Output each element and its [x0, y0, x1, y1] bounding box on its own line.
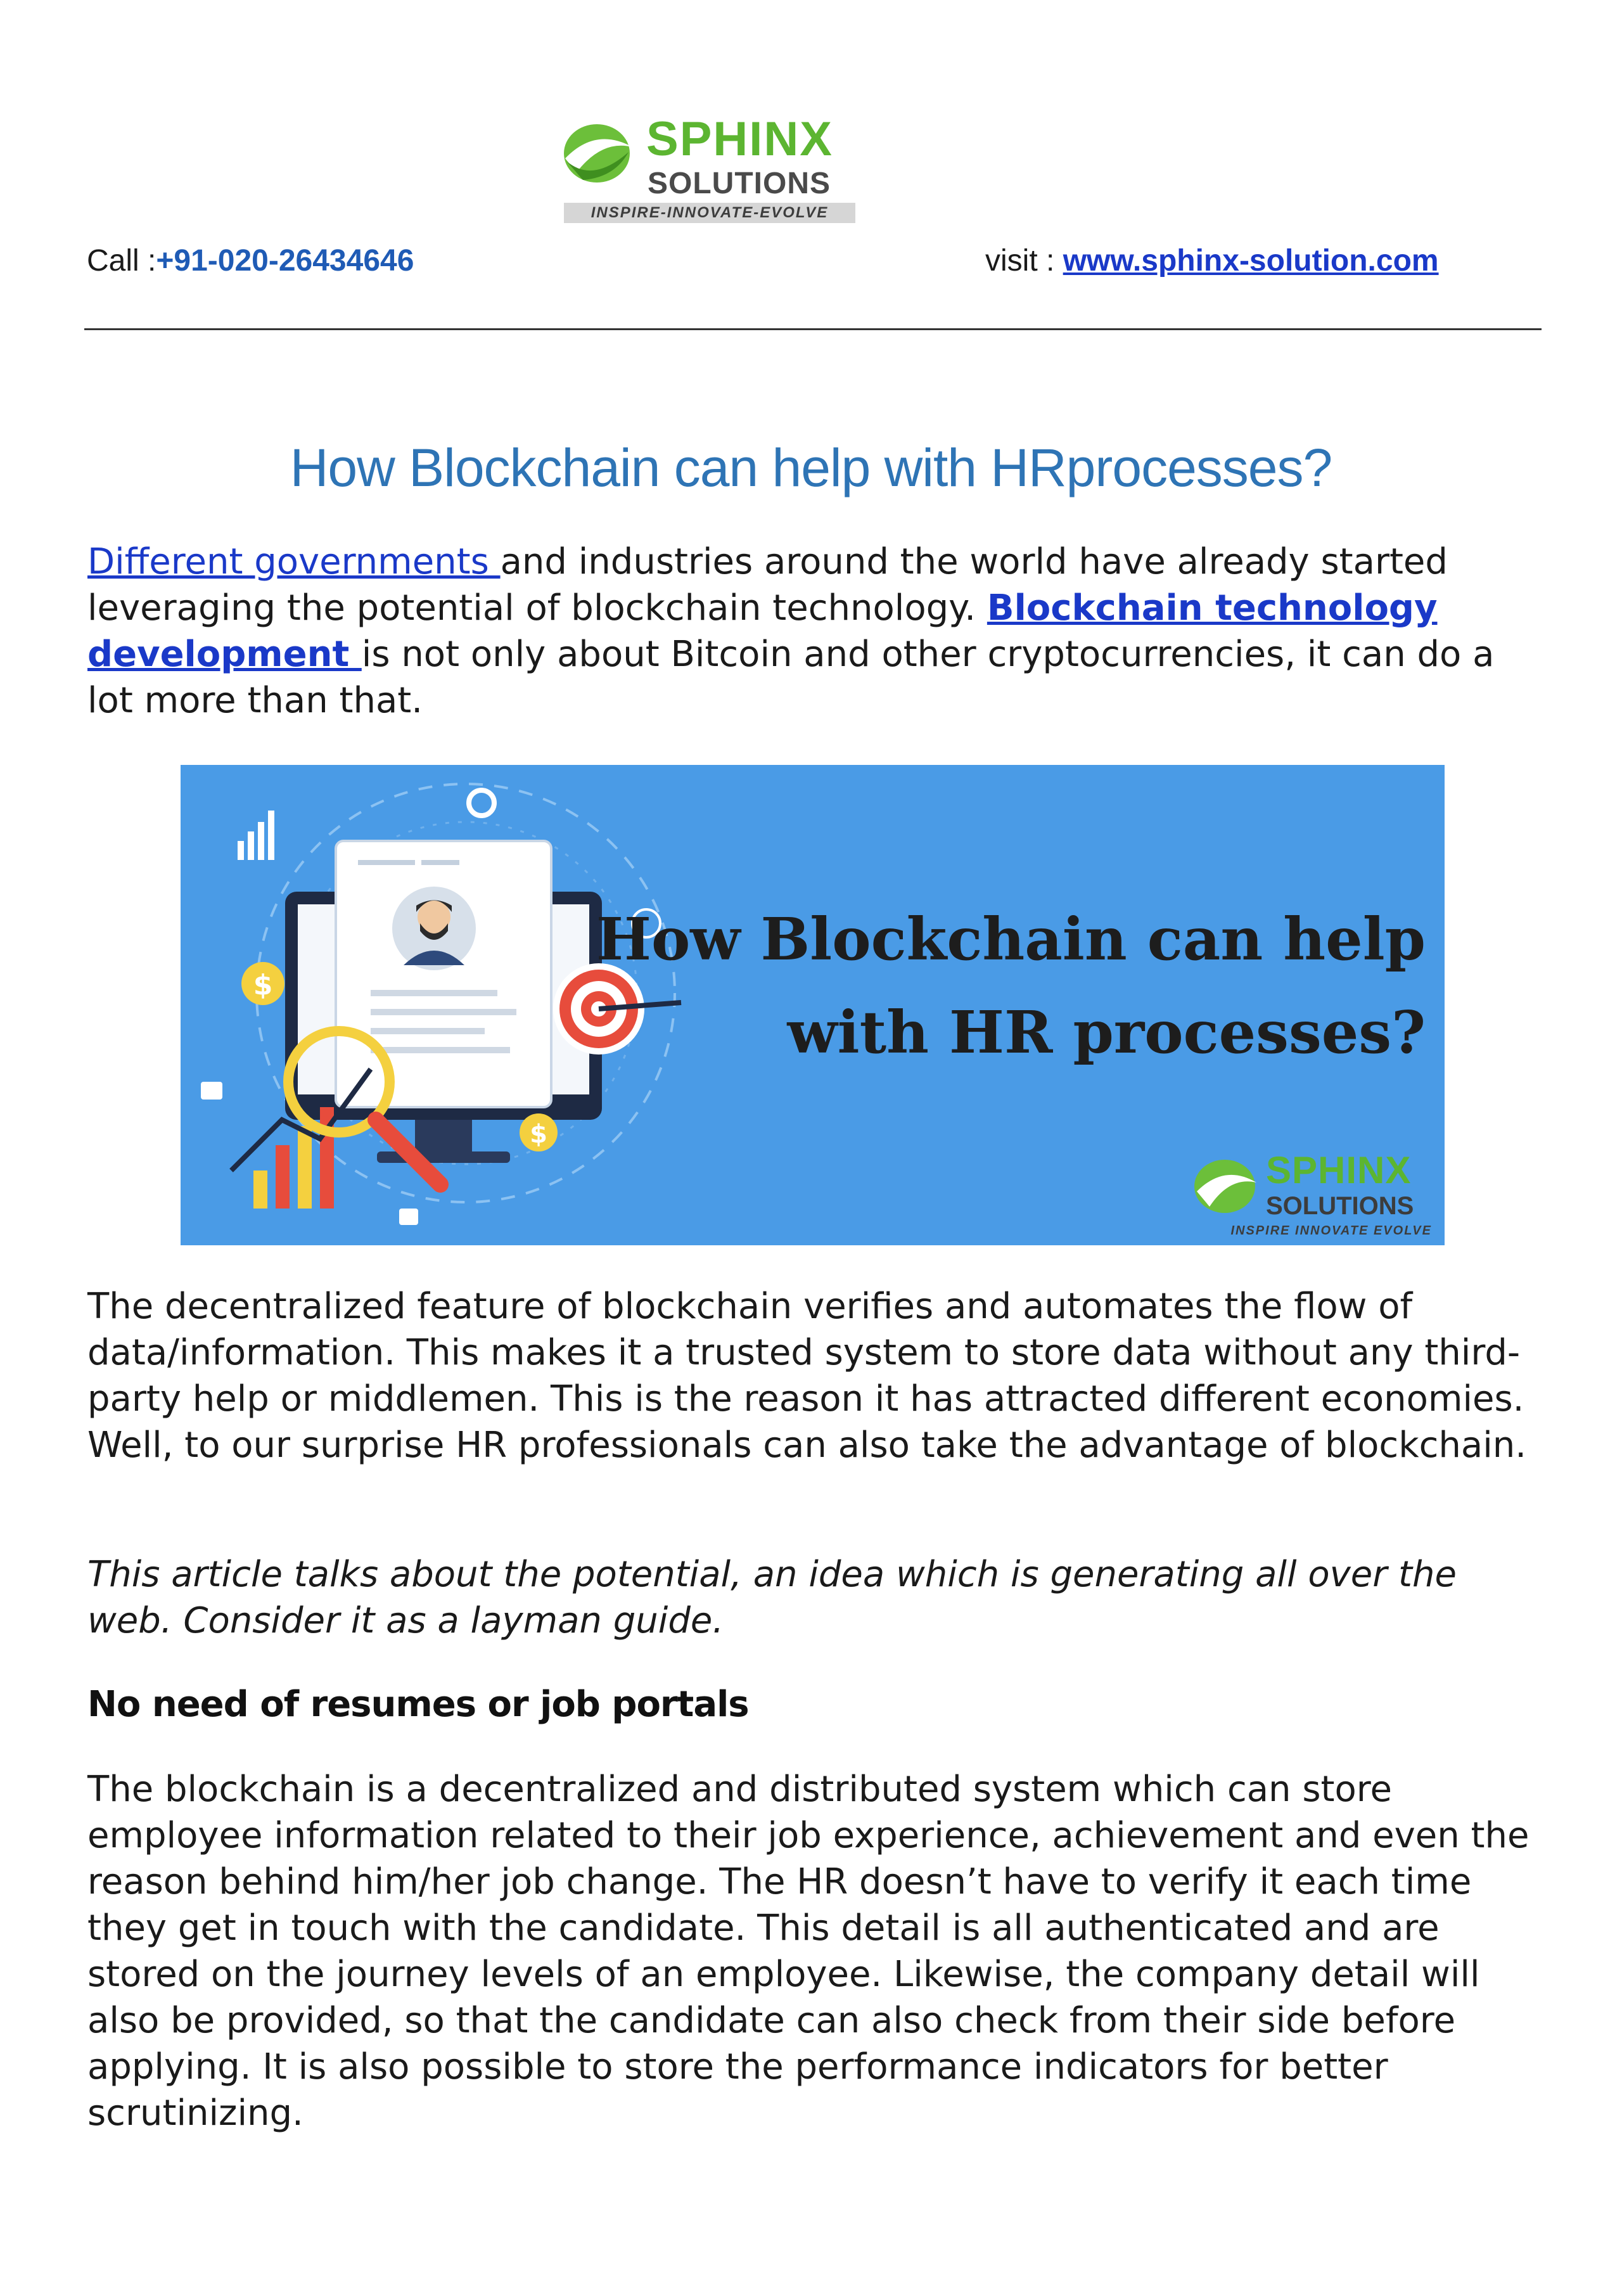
banner-logo	[1191, 1151, 1432, 1240]
intro-text-2: is not only about Bitcoin and other cryptocurrencies, it can do a lot more than that.	[87, 634, 1495, 721]
website-link[interactable]: www.sphinx-solution.com	[1063, 244, 1439, 278]
article-title: How Blockchain can help with HRprocesses?	[290, 438, 1332, 497]
banner-headline-line1: How Blockchain can help	[596, 905, 1426, 973]
leaf-logo-icon	[558, 114, 640, 196]
phone-number: +91-020-26434646	[156, 244, 414, 278]
banner-logo-word1: SPHINX	[1266, 1149, 1412, 1191]
company-logo	[558, 114, 855, 225]
visit-line	[985, 242, 1439, 280]
different-governments-link[interactable]: Different governments	[87, 541, 501, 582]
intro-text-1: and industries around the world have already started leveraging the potential of blockchain technology.	[87, 541, 1448, 629]
banner-logo-tagline: INSPIRE INNOVATE EVOLVE	[1230, 1224, 1432, 1238]
article-banner-image	[181, 765, 1445, 1245]
visit-label: visit :	[985, 244, 1055, 278]
article-note-italic: This article talks about the potential, an idea which is generating all over the web. Consider it as a layman guide.	[87, 1554, 1457, 1641]
call-label: Call :	[87, 244, 156, 278]
banner-logo-word2: SOLUTIONS	[1266, 1192, 1414, 1220]
blockchain-storage-paragraph: The blockchain is a decentralized and distributed system which can store employee information related to their job experience, achievement and even the reason behind him/her job change. The HR doesn’t have to verify it each time they get in touch with the candidate. This detail is all authenticated and are stored on the journey levels of an employee. Likewise, the company detail will also be provided, so that the candidate can also check from their side before applying. It is also possible to store the performance indicators for better scrutinizing.	[87, 1769, 1529, 2134]
blockchain-development-link[interactable]: Blockchain technology development	[87, 587, 1438, 675]
logo-tagline: INSPIRE-INNOVATE-EVOLVE	[564, 203, 855, 223]
section-heading-no-resumes: No need of resumes or job portals	[87, 1684, 749, 1725]
svg-text:$: $	[253, 969, 273, 1001]
logo-word-sphinx: SPHINX	[646, 112, 833, 166]
logo-word-solutions: SOLUTIONS	[648, 167, 831, 200]
svg-text:$: $	[530, 1120, 547, 1149]
header-divider	[84, 328, 1542, 330]
banner-headline-line2: with HR processes?	[787, 998, 1426, 1067]
decentralized-paragraph: The decentralized feature of blockchain verifies and automates the flow of data/information. This makes it a trusted system to store data without any third-party help or middlemen. This is the reason it has attracted different economies. Well, to our surprise HR professionals can also take the advantage of blockchain.	[87, 1286, 1527, 1466]
call-line	[87, 242, 414, 280]
intro-paragraph	[87, 539, 1545, 724]
